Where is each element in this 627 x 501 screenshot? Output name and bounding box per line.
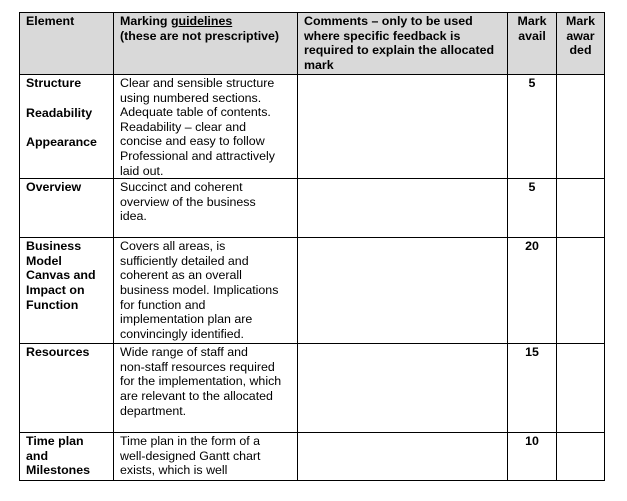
- header-mark-awarded-2: awar: [566, 28, 595, 43]
- mark-avail-value: 5: [528, 76, 536, 90]
- guideline-text: Clear and sensible structure: [120, 76, 275, 90]
- header-mark-avail-1: Mark: [517, 14, 547, 28]
- guideline-text: Professional and attractively: [120, 148, 275, 163]
- mark-avail-cell: [508, 238, 557, 344]
- guideline-cell: [114, 75, 298, 179]
- guideline-text: implementation plan are: [120, 312, 253, 327]
- guideline-text: coherent as an overall: [120, 268, 242, 283]
- guideline-text: Wide range of staff and: [120, 345, 248, 360]
- comments-cell[interactable]: [298, 344, 508, 433]
- header-guidelines-underlined: guidelines: [170, 14, 233, 28]
- element-cell: [20, 344, 114, 433]
- guideline-text: well-designed Gantt chart: [120, 448, 261, 463]
- mark-awarded-cell[interactable]: [557, 238, 605, 344]
- marking-table: [19, 12, 605, 481]
- element-label: Milestones: [26, 463, 91, 478]
- element-cell: [20, 238, 114, 344]
- table-row: [20, 344, 605, 433]
- guideline-cell: [114, 344, 298, 433]
- mark-awarded-cell[interactable]: [557, 344, 605, 433]
- guideline-text: for function and: [120, 297, 206, 312]
- mark-avail-value: 20: [525, 239, 539, 254]
- mark-avail-cell: [508, 75, 557, 179]
- header-row: [20, 13, 605, 75]
- element-cell: [20, 179, 114, 238]
- guideline-cell: [114, 179, 298, 238]
- guideline-text: Readability – clear and: [120, 119, 247, 134]
- element-label: and: [26, 448, 49, 463]
- guideline-cell: [114, 433, 298, 481]
- comments-cell[interactable]: [298, 179, 508, 238]
- header-element: [20, 13, 114, 75]
- element-label: Business: [26, 239, 82, 254]
- guideline-text: are relevant to the allocated: [120, 388, 273, 403]
- guideline-text: business model. Implications: [120, 282, 279, 297]
- guideline-text: laid out.: [120, 163, 164, 178]
- mark-awarded-cell[interactable]: [557, 179, 605, 238]
- guideline-text: overview of the business: [120, 194, 256, 209]
- element-label: Appearance: [26, 135, 97, 150]
- guideline-text: idea.: [120, 209, 147, 224]
- guideline-text: Succinct and coherent: [120, 180, 243, 195]
- guideline-text: department.: [120, 403, 187, 418]
- mark-avail-value: 15: [525, 345, 539, 360]
- guideline-text: exists, which is well: [120, 463, 228, 478]
- mark-avail-value: 10: [525, 434, 539, 449]
- element-cell: [20, 75, 114, 179]
- header-comments-label: Comments – only to be used where specific feedback is required to explain the allocated mark: [304, 14, 495, 72]
- header-mark-awarded-3: ded: [569, 43, 592, 58]
- guideline-text: concise and easy to follow: [120, 134, 265, 149]
- element-label: Time plan: [26, 434, 84, 449]
- comments-cell[interactable]: [298, 75, 508, 179]
- table-row: [20, 179, 605, 238]
- element-label: Resources: [26, 345, 90, 360]
- mark-avail-cell: [508, 433, 557, 481]
- header-guidelines-note: (these are not prescriptive): [120, 28, 280, 43]
- comments-cell[interactable]: [298, 238, 508, 344]
- element-cell: [20, 433, 114, 481]
- header-comments: [298, 13, 508, 75]
- mark-avail-cell: [508, 344, 557, 433]
- table-row: [20, 75, 605, 179]
- guideline-text: convincingly identified.: [120, 326, 244, 341]
- comments-cell[interactable]: [298, 433, 508, 481]
- header-element-label: Element: [26, 14, 75, 28]
- guideline-text: Covers all areas, is: [120, 239, 226, 254]
- table-row: [20, 433, 605, 481]
- header-mark-awarded-1: Mark: [566, 14, 595, 28]
- mark-awarded-cell[interactable]: [557, 433, 605, 481]
- guideline-text: Time plan in the form of a: [120, 434, 261, 449]
- guideline-text: sufficiently detailed and: [120, 253, 249, 268]
- element-label: Function: [26, 297, 79, 312]
- element-label: Readability: [26, 105, 93, 120]
- guideline-text: non-staff resources required: [120, 359, 275, 374]
- element-label: Structure: [26, 76, 82, 90]
- element-label: Canvas and: [26, 268, 96, 283]
- table-row: [20, 238, 605, 344]
- header-guidelines-prefix: Marking: [120, 14, 171, 28]
- header-guidelines: [114, 13, 298, 75]
- guideline-text: for the implementation, which: [120, 374, 282, 389]
- header-mark-awarded: [557, 13, 605, 75]
- mark-avail-value: 5: [528, 180, 536, 195]
- mark-avail-cell: [508, 179, 557, 238]
- header-mark-avail-2: avail: [518, 28, 546, 43]
- header-mark-avail: [508, 13, 557, 75]
- element-label: Overview: [26, 180, 82, 195]
- guideline-text: using numbered sections.: [120, 90, 262, 105]
- element-label: Model: [26, 253, 62, 268]
- guideline-text: Adequate table of contents.: [120, 105, 271, 120]
- guideline-cell: [114, 238, 298, 344]
- mark-awarded-cell[interactable]: [557, 75, 605, 179]
- element-label: Impact on: [26, 282, 85, 297]
